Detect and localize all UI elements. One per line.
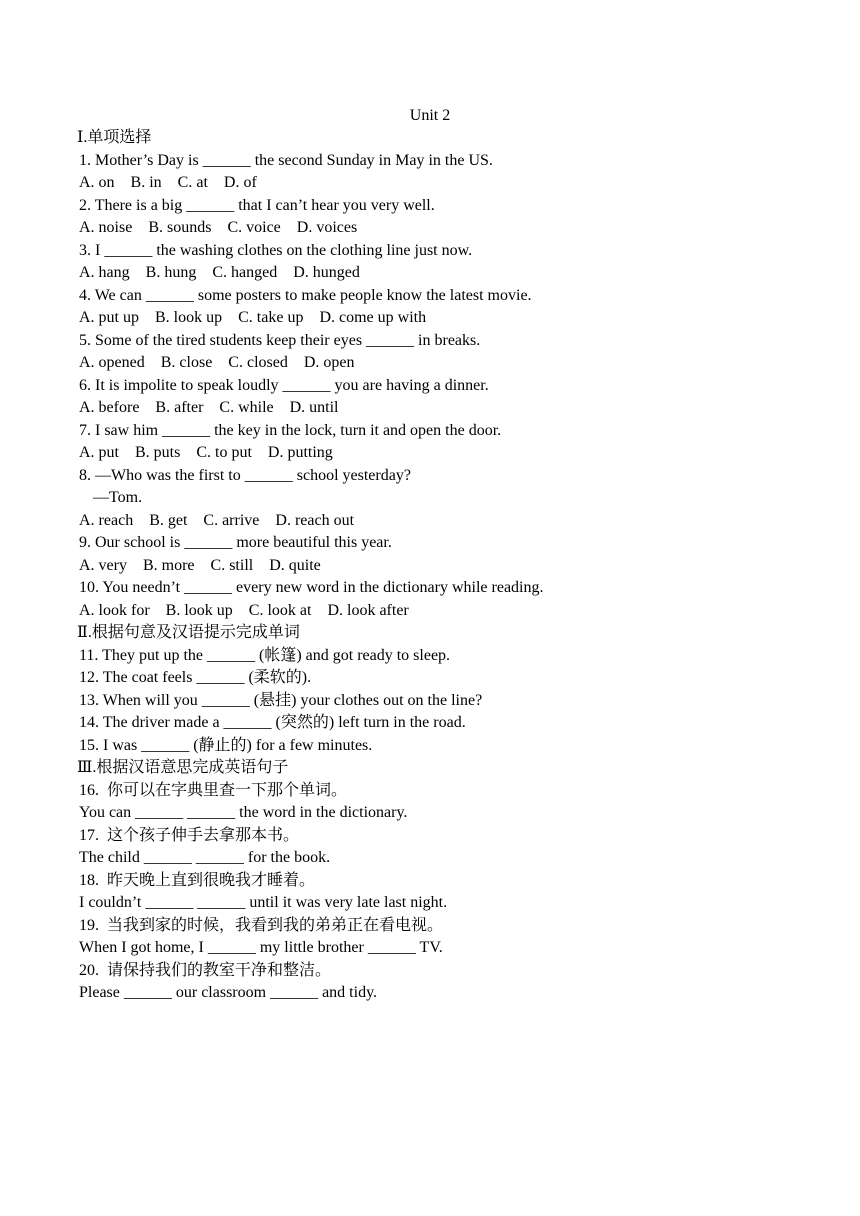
question-11: 11. They put up the ______ (帐篷) and got ready to sleep.: [79, 646, 451, 664]
question-6: 6. It is impolite to speak loudly ______ you are having a dinner.: [79, 376, 489, 394]
section-multiple-choice: [79, 127, 799, 622]
question-8: 8. —Who was the first to ______ school yesterday?: [79, 466, 411, 484]
question-18-english: I couldn’t ______ ______ until it was very late last night.: [79, 894, 448, 911]
question-4-options: A. put up B. look up C. take up D. come up with: [79, 309, 427, 326]
section-heading: Ⅱ.根据句意及汉语提示完成单词: [77, 624, 300, 641]
question-9-options: A. very B. more C. still D. quite: [79, 556, 321, 574]
question-8-answer-line: —Tom.: [93, 489, 143, 506]
question-13: 13. When will you ______ (悬挂) your clothes out on the line?: [79, 691, 483, 709]
question-1: 1. Mother’s Day is ______ the second Sunday in May in the US.: [79, 151, 493, 169]
question-10-options: A. look for B. look up C. look at D. look after: [79, 601, 409, 619]
question-17-chinese: 17. 这个孩子伸手去拿那本书。: [79, 826, 300, 844]
question-8-options: A. reach B. get C. arrive D. reach out: [79, 511, 355, 529]
question-7: 7. I saw him ______ the key in the lock, turn it and open the door.: [79, 421, 502, 439]
question-6-options: A. before B. after C. while D. until: [79, 399, 339, 416]
section-heading: Ⅲ.根据汉语意思完成英语句子: [77, 759, 289, 776]
question-5-options: A. opened B. close C. closed D. open: [79, 354, 355, 371]
question-16-chinese: 16. 你可以在字典里查一下那个单词。: [79, 781, 348, 799]
question-20-chinese: 20. 请保持我们的教室干净和整洁。: [79, 961, 332, 979]
question-2: 2. There is a big ______ that I can’t hear you very well.: [79, 196, 435, 214]
question-3-options: A. hang B. hung C. hanged D. hunged: [79, 264, 360, 281]
question-5: 5. Some of the tired students keep their eyes ______ in breaks.: [79, 331, 481, 349]
page-title: Unit 2: [409, 107, 451, 124]
question-15: 15. I was ______ (静止的) for a few minutes.: [79, 736, 373, 754]
question-19-english: When I got home, I ______ my little brother ______ TV.: [79, 939, 443, 956]
question-4: 4. We can ______ some posters to make people know the latest movie.: [79, 286, 532, 304]
question-9: 9. Our school is ______ more beautiful this year.: [79, 534, 392, 551]
question-14: 14. The driver made a ______ (突然的) left turn in the road.: [79, 714, 466, 731]
question-2-options: A. noise B. sounds C. voice D. voices: [79, 219, 358, 236]
question-17-english: The child ______ ______ for the book.: [79, 849, 331, 866]
section-word-completion: [79, 622, 799, 757]
question-3: 3. I ______ the washing clothes on the clothing line just now.: [79, 241, 473, 259]
question-12: 12. The coat feels ______ (柔软的).: [79, 669, 312, 686]
question-19-chinese: 19. 当我到家的时候，我看到我的弟弟正在看电视。: [79, 916, 444, 934]
question-10: 10. You needn’t ______ every new word in the dictionary while reading.: [79, 579, 544, 596]
question-20-english: Please ______ our classroom ______ and tidy.: [79, 984, 378, 1001]
question-16-english: You can ______ ______ the word in the dictionary.: [79, 804, 408, 821]
section-sentence-completion: [79, 757, 799, 1005]
worksheet-content: [79, 127, 799, 1005]
question-18-chinese: 18. 昨天晚上直到很晚我才睡着。: [79, 871, 316, 889]
question-7-options: A. put B. puts C. to put D. putting: [79, 444, 333, 461]
section-heading: Ⅰ.单项选择: [77, 129, 152, 146]
question-1-options: A. on B. in C. at D. of: [79, 174, 257, 191]
